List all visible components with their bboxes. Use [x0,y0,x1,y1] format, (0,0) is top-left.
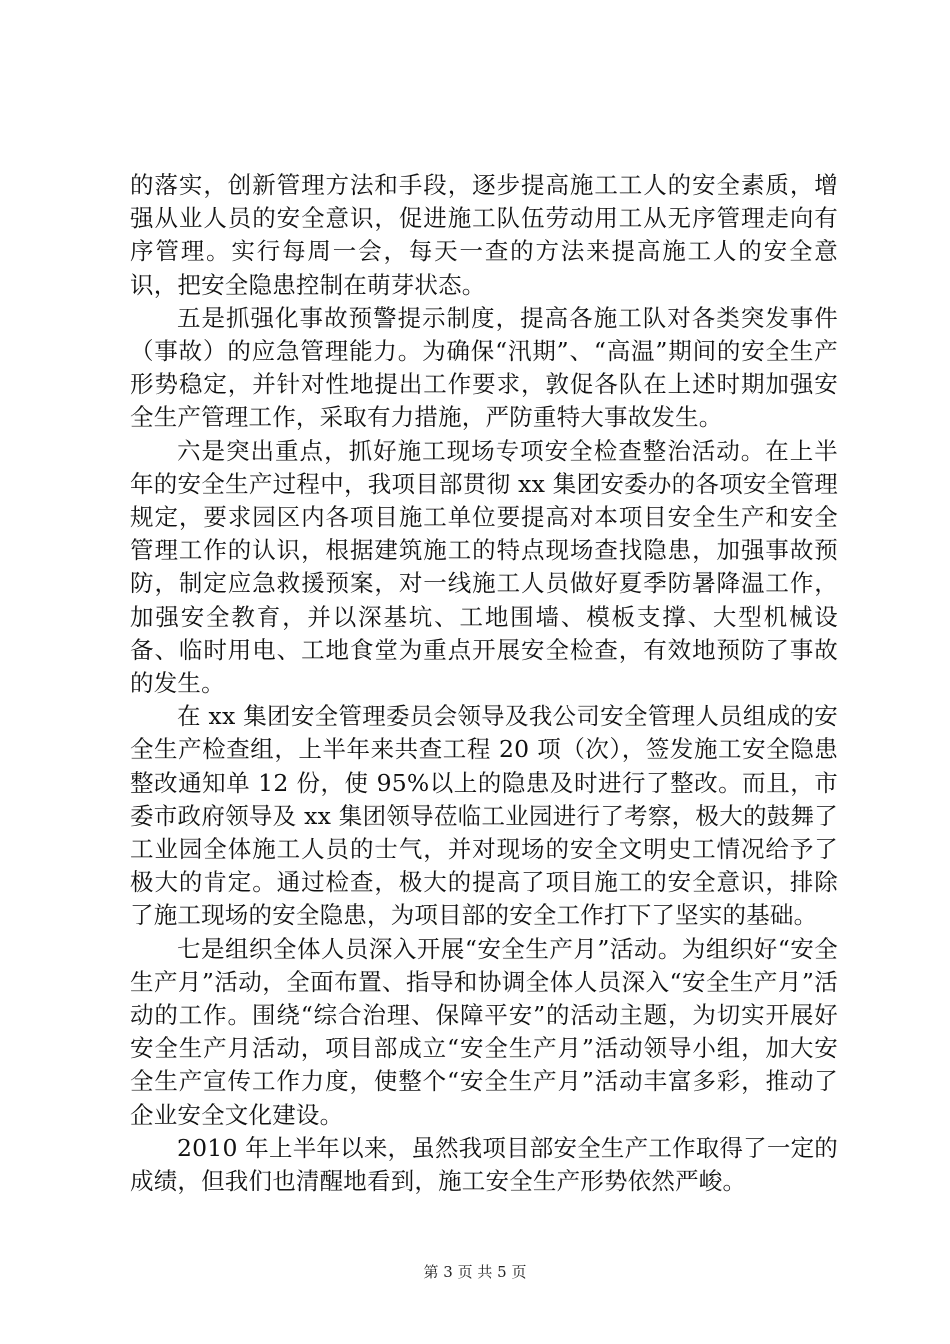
paragraph-item-five: 五是抓强化事故预警提示制度，提高各施工队对各类突发事件（事故）的应急管理能力。为确保“汛期”、“高温”期间的安全生产形势稳定，并针对性地提出工作要求，敦促各队在上述时期加强安全生产管理工作，采取有力措施，严防重特大事故发生。 [130,303,838,432]
paragraph-continuation: 的落实，创新管理方法和手段，逐步提高施工工人的安全素质，增强从业人员的安全意识，促进施工队伍劳动用工从无序管理走向有序管理。实行每周一会，每天一查的方法来提高施工人的安全意识，把安全隐患控制在萌芽状态。 [130,171,838,299]
page-number-footer: 第 3 页 共 5 页 [423,1263,527,1281]
paragraph-item-seven: 七是组织全体人员深入开展“安全生产月”活动。为组织好“安全生产月”活动，全面布置、指导和协调全体人员深入“安全生产月”活动的工作。围绕“综合治理、保障平安”的活动主题，为切实开展好安全生产月活动，项目部成立“安全生产月”活动领导小组，加大安全生产宣传工作力度，使整个“安全生产月”活动丰富多彩，推动了企业安全文化建设。 [130,934,838,1129]
document-body [130,169,838,1198]
paragraph-inspection-summary: 在 xx 集团安全管理委员会领导及我公司安全管理人员组成的安全生产检查组，上半年来共查工程 20 项（次），签发施工安全隐患整改通知单 12 份，使 95%以上的隐患及时进行了整改。而且，市委市政府领导及 xx 集团领导莅临工业园进行了考察，极大的鼓舞了工业园全体施工人员的士气，并对现场的安全文明史工情况给予了极大的肯定。通过检查，极大的提高了项目施工的安全意识，排除了施工现场的安全隐患，为项目部的安全工作打下了坚实的基础。 [130,702,838,930]
paragraph-item-six: 六是突出重点，抓好施工现场专项安全检查整治活动。在上半年的安全生产过程中，我项目部贯彻 xx 集团安委办的各项安全管理规定，要求园区内各项目施工单位要提高对本项目安全生产和安全管理工作的认识，根据建筑施工的特点现场查找隐患，加强事故预防，制定应急救援预案，对一线施工人员做好夏季防暑降温工作，加强安全教育，并以深基坑、工地围墙、模板支撑、大型机械设备、临时用电、工地食堂为重点开展安全检查，有效地预防了事故的发生。 [130,436,838,698]
paragraph-2010-summary: 2010 年上半年以来，虽然我项目部安全生产工作取得了一定的成绩，但我们也清醒地看到，施工安全生产形势依然严峻。 [130,1133,838,1196]
